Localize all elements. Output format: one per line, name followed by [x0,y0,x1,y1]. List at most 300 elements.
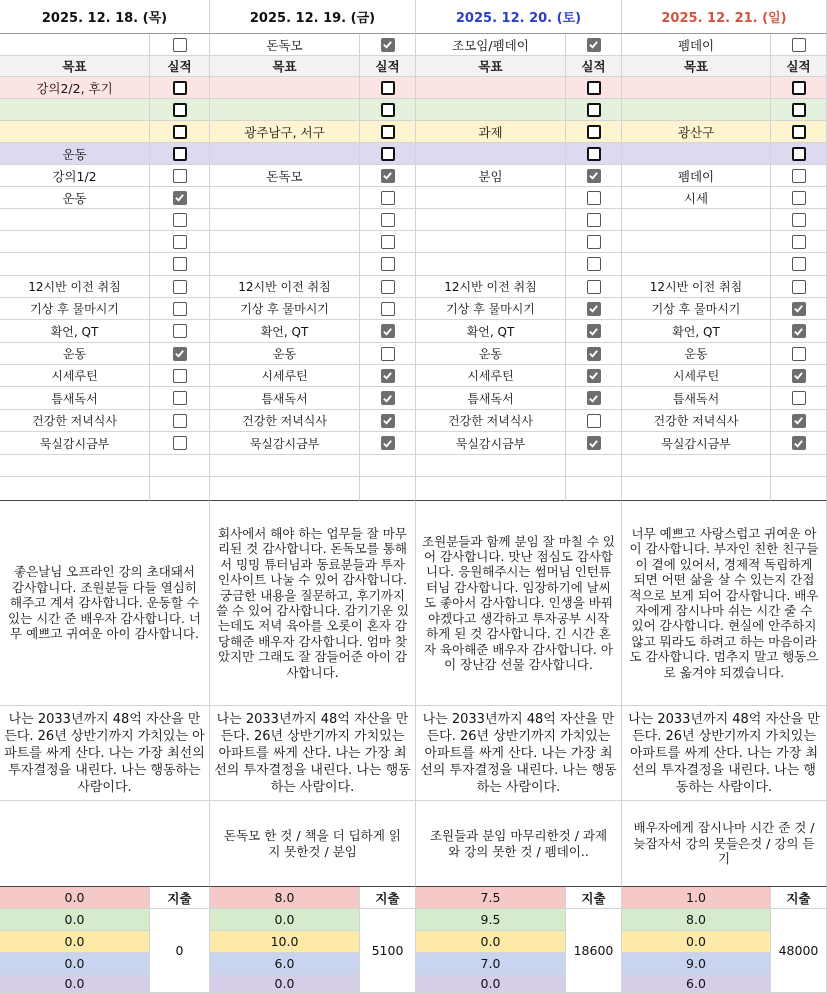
unchecked-checkbox[interactable] [381,191,395,205]
blank-cell[interactable] [771,455,827,477]
task-result[interactable] [566,209,622,231]
blank-cell[interactable] [566,477,622,501]
spend-value[interactable]: 0.0 [210,975,360,993]
checkmark-icon [793,326,804,337]
spend-value[interactable]: 0.0 [0,975,150,993]
date-header: 2025. 12. 21. (일) [622,0,827,34]
unchecked-checkbox[interactable] [173,369,187,383]
blank-cell[interactable] [0,477,150,501]
goal-header: 목표 [622,56,771,77]
checked-checkbox[interactable] [792,436,806,450]
unchecked-checkbox[interactable] [792,103,806,117]
spend-value[interactable]: 0.0 [622,931,771,953]
routine-goal: 틈새독서 [622,387,771,410]
checked-checkbox[interactable] [587,391,601,405]
checked-checkbox[interactable] [587,324,601,338]
routine-result[interactable] [566,432,622,455]
task-result[interactable] [360,209,416,231]
unchecked-checkbox[interactable] [173,436,187,450]
blank-cell[interactable] [416,477,566,501]
gratitude-journal[interactable]: 좋은날님 오프라인 강의 초대돼서 감사합니다. 조원분들 다들 열심히 해주고 계셔 감사합니다. 운동할 수 있는 시간 준 배우자 감사합니다. 너무 예쁘고 귀여운 아이 감사합니다. [0,501,210,706]
routine-goal: 시세루틴 [416,365,566,387]
task-result[interactable] [771,121,827,143]
checked-checkbox[interactable] [792,414,806,428]
routine-goal: 12시반 이전 취침 [622,276,771,298]
routine-goal: 묵실감시금부 [0,432,150,455]
task-goal[interactable] [622,99,771,121]
spend-value[interactable]: 0.0 [416,931,566,953]
routine-goal: 시세루틴 [622,365,771,387]
blank-cell[interactable] [416,455,566,477]
task-result[interactable] [360,99,416,121]
checked-checkbox[interactable] [381,369,395,383]
unchecked-checkbox[interactable] [173,414,187,428]
task-result[interactable] [566,77,622,99]
task-goal[interactable]: 펨데이 [622,165,771,187]
checkmark-icon [588,393,599,404]
task-goal[interactable] [622,209,771,231]
task-goal[interactable] [622,77,771,99]
checked-checkbox[interactable] [792,369,806,383]
routine-result[interactable] [150,298,210,320]
routine-result[interactable] [771,410,827,432]
task-result[interactable] [360,77,416,99]
task-result[interactable] [150,77,210,99]
date-header: 2025. 12. 18. (목) [0,0,210,34]
routine-goal: 운동 [416,343,566,365]
unchecked-checkbox[interactable] [792,235,806,249]
unchecked-checkbox[interactable] [381,125,395,139]
blank-cell[interactable] [150,477,210,501]
routine-result[interactable] [150,410,210,432]
task-goal[interactable] [416,143,566,165]
task-goal[interactable] [622,143,771,165]
task-goal[interactable]: 시세 [622,187,771,209]
routine-result[interactable] [566,276,622,298]
task-goal[interactable]: 돈독모 [210,165,360,187]
checked-checkbox[interactable] [381,436,395,450]
task-result[interactable] [771,99,827,121]
task-result[interactable] [150,121,210,143]
unchecked-checkbox[interactable] [792,125,806,139]
routine-result[interactable] [771,298,827,320]
task-goal[interactable] [416,253,566,276]
task-goal[interactable]: 과제 [416,121,566,143]
goal-header: 목표 [210,56,360,77]
gratitude-journal[interactable]: 조원분들과 함께 분임 잘 마칠 수 있어 감사합니다. 맛난 점심도 감사합니다. 응원해주시는 썸머님 인턴튜터님 감사합니다. 임장하기에 날씨도 좋아서 감사합니다. 인생을 바꿔야겠다고 생각하고 투자공부 시작하게 된 것 감사합니다. 긴 시간 혼자 육아해준 배우자 감사합니다. 아이 장난감 선물 감사합니다. [416,501,622,706]
reflection-text[interactable]: 배우자에게 잠시나마 시간 준 것 / 늦잠자서 강의 못들은것 / 강의 듣기 [622,801,827,887]
unchecked-checkbox[interactable] [173,213,187,227]
routine-result[interactable] [150,320,210,343]
routine-result[interactable] [566,320,622,343]
unchecked-checkbox[interactable] [381,280,395,294]
task-goal[interactable] [210,231,360,253]
goal-header: 목표 [0,56,150,77]
unchecked-checkbox[interactable] [792,391,806,405]
routine-goal: 운동 [0,343,150,365]
checked-checkbox[interactable] [173,347,187,361]
checked-checkbox[interactable] [381,391,395,405]
unchecked-checkbox[interactable] [173,324,187,338]
task-goal[interactable]: 운동 [0,143,150,165]
checked-checkbox[interactable] [381,169,395,183]
routine-goal: 묵실감시금부 [416,432,566,455]
checked-checkbox[interactable] [587,347,601,361]
spend-label: 지출 [566,887,622,909]
routine-goal: 시세루틴 [0,365,150,387]
unchecked-checkbox[interactable] [587,147,601,161]
affirmation-text[interactable]: 나는 2033년까지 48억 자산을 만든다. 26년 상반기까지 가치있는 아파트를 싸게 산다. 나는 가장 최선의 투자결정을 내린다. 나는 행동하는 사람이다. [622,706,827,801]
checked-checkbox[interactable] [381,324,395,338]
checkmark-icon [793,415,804,426]
unchecked-checkbox[interactable] [173,81,187,95]
unchecked-checkbox[interactable] [587,81,601,95]
unchecked-checkbox[interactable] [381,302,395,316]
unchecked-checkbox[interactable] [587,191,601,205]
task-goal[interactable] [622,231,771,253]
routine-result[interactable] [771,387,827,410]
event-check[interactable] [771,34,827,56]
unchecked-checkbox[interactable] [792,213,806,227]
task-goal[interactable] [210,253,360,276]
spend-value[interactable]: 6.0 [210,953,360,975]
blank-cell[interactable] [0,455,150,477]
task-result[interactable] [771,253,827,276]
gratitude-journal[interactable]: 회사에서 해야 하는 업무들 잘 마무리된 것 감사합니다. 돈독모를 통해서 밍밍 튜터님과 동료분들과 투자 인사이트 나눌 수 있어 감사합니다. 궁금한 내용을 질문하고, 후기까지 쓸 수 있어 감사합니다. 감기기운 있는데도 저녁 육아를 오롯이 혼자 감당해준 배우자 감사합니다. 엄마 찾았지만 그래도 잘 잠들어준 아이 감사합니다. [210,501,416,706]
routine-result[interactable] [771,432,827,455]
unchecked-checkbox[interactable] [792,81,806,95]
routine-result[interactable] [360,320,416,343]
spend-total[interactable]: 5100 [360,909,416,993]
date-header: 2025. 12. 20. (토) [416,0,622,34]
task-goal[interactable] [0,231,150,253]
date-header: 2025. 12. 19. (금) [210,0,416,34]
gratitude-journal[interactable]: 너무 예쁘고 사랑스럽고 귀여운 아이 감사합니다. 부자인 친한 친구들이 곁에 있어서, 경제적 독립하게 되면 어떤 삶을 살 수 있는지 간접적으로 보게 되어 감사합니다. 배우자에게 잠시나마 쉬는 시간 줄 수 있어 감사합니다. 현실에 안주하지 않고 뭐라도 하려고 하는 마음이라도 감사합니다. 멈추지 말고 행동으로 옮겨야 되겠습니다. [622,501,827,706]
unchecked-checkbox[interactable] [173,280,187,294]
affirmation-text[interactable]: 나는 2033년까지 48억 자산을 만든다. 26년 상반기까지 가치있는 아파트를 싸게 산다. 나는 가장 최선의 투자결정을 내린다. 나는 행동하는 사람이다. [210,706,416,801]
spend-value[interactable]: 0.0 [0,887,150,909]
task-result[interactable] [771,209,827,231]
checkmark-icon [382,393,393,404]
checked-checkbox[interactable] [792,324,806,338]
event-label[interactable] [0,34,150,56]
task-goal[interactable] [0,253,150,276]
task-goal[interactable] [0,209,150,231]
task-result[interactable] [360,231,416,253]
task-goal[interactable] [416,231,566,253]
reflection-text[interactable] [0,801,210,887]
spend-value[interactable]: 9.5 [416,909,566,931]
task-goal[interactable] [416,77,566,99]
routine-result[interactable] [360,365,416,387]
blank-cell[interactable] [210,455,360,477]
routine-result[interactable] [566,298,622,320]
routine-goal: 틈새독서 [416,387,566,410]
routine-result[interactable] [360,387,416,410]
unchecked-checkbox[interactable] [792,38,806,52]
routine-goal: 건강한 저녁식사 [0,410,150,432]
checked-checkbox[interactable] [587,169,601,183]
event-label[interactable]: 조모임/펨데이 [416,34,566,56]
unchecked-checkbox[interactable] [381,103,395,117]
routine-goal: 기상 후 물마시기 [622,298,771,320]
checked-checkbox[interactable] [381,414,395,428]
event-label[interactable]: 펨데이 [622,34,771,56]
unchecked-checkbox[interactable] [173,235,187,249]
task-goal[interactable] [210,99,360,121]
spend-value[interactable]: 0.0 [0,931,150,953]
routine-goal: 확언, QT [0,320,150,343]
checked-checkbox[interactable] [587,38,601,52]
task-result[interactable] [150,253,210,276]
blank-cell[interactable] [622,455,771,477]
checkmark-icon [382,170,393,181]
checked-checkbox[interactable] [381,38,395,52]
blank-cell[interactable] [150,455,210,477]
task-goal[interactable] [0,99,150,121]
spend-value[interactable]: 0.0 [0,909,150,931]
unchecked-checkbox[interactable] [173,125,187,139]
task-goal[interactable] [210,209,360,231]
event-check[interactable] [566,34,622,56]
routine-goal: 시세루틴 [210,365,360,387]
unchecked-checkbox[interactable] [792,169,806,183]
checkmark-icon [793,438,804,449]
routine-result[interactable] [360,298,416,320]
checkmark-icon [588,438,599,449]
task-goal[interactable] [622,253,771,276]
task-goal[interactable]: 강의1/2 [0,165,150,187]
spend-label: 지출 [360,887,416,909]
spend-label: 지출 [771,887,827,909]
unchecked-checkbox[interactable] [381,213,395,227]
routine-goal: 기상 후 물마시기 [210,298,360,320]
event-check[interactable] [360,34,416,56]
task-result[interactable] [360,253,416,276]
event-label[interactable]: 돈독모 [210,34,360,56]
task-result[interactable] [771,143,827,165]
task-result[interactable] [150,165,210,187]
unchecked-checkbox[interactable] [587,257,601,271]
unchecked-checkbox[interactable] [173,147,187,161]
spend-value[interactable]: 7.5 [416,887,566,909]
task-result[interactable] [150,143,210,165]
task-result[interactable] [566,253,622,276]
task-goal[interactable] [0,121,150,143]
routine-result[interactable] [360,276,416,298]
spend-value[interactable]: 7.0 [416,953,566,975]
checked-checkbox[interactable] [587,436,601,450]
routine-result[interactable] [566,365,622,387]
checked-checkbox[interactable] [587,369,601,383]
unchecked-checkbox[interactable] [792,147,806,161]
spend-total[interactable]: 48000 [771,909,827,993]
blank-cell[interactable] [566,455,622,477]
routine-result[interactable] [360,343,416,365]
reflection-text[interactable]: 돈독모 한 것 / 책을 더 딥하게 읽지 못한것 / 분임 [210,801,416,887]
task-result[interactable] [150,209,210,231]
routine-result[interactable] [360,410,416,432]
checkmark-icon [588,326,599,337]
unchecked-checkbox[interactable] [381,147,395,161]
routine-result[interactable] [771,343,827,365]
checkmark-icon [382,438,393,449]
task-result[interactable] [566,187,622,209]
routine-result[interactable] [150,365,210,387]
routine-result[interactable] [150,276,210,298]
unchecked-checkbox[interactable] [792,280,806,294]
routine-goal: 건강한 저녁식사 [622,410,771,432]
task-goal[interactable] [416,187,566,209]
checkmark-icon [174,348,185,359]
blank-cell[interactable] [622,477,771,501]
unchecked-checkbox[interactable] [587,103,601,117]
task-result[interactable] [566,231,622,253]
task-result[interactable] [360,187,416,209]
blank-cell[interactable] [360,477,416,501]
routine-goal: 운동 [622,343,771,365]
routine-goal: 12시반 이전 취침 [416,276,566,298]
task-goal[interactable]: 강의2/2, 후기 [0,77,150,99]
routine-result[interactable] [150,343,210,365]
unchecked-checkbox[interactable] [381,347,395,361]
checkmark-icon [793,370,804,381]
task-result[interactable] [566,99,622,121]
routine-result[interactable] [150,387,210,410]
routine-result[interactable] [771,276,827,298]
unchecked-checkbox[interactable] [173,302,187,316]
spend-total[interactable]: 0 [150,909,210,993]
checkmark-icon [588,348,599,359]
unchecked-checkbox[interactable] [381,257,395,271]
unchecked-checkbox[interactable] [173,38,187,52]
blank-cell[interactable] [360,455,416,477]
result-header: 실적 [150,56,210,77]
task-result[interactable] [771,231,827,253]
routine-goal: 운동 [210,343,360,365]
checkmark-icon [382,415,393,426]
unchecked-checkbox[interactable] [792,347,806,361]
task-result[interactable] [566,143,622,165]
checkmark-icon [382,370,393,381]
event-check[interactable] [150,34,210,56]
task-result[interactable] [771,187,827,209]
spend-total[interactable]: 18600 [566,909,622,993]
task-goal[interactable]: 광주남구, 서구 [210,121,360,143]
blank-cell[interactable] [771,477,827,501]
routine-goal: 건강한 저녁식사 [416,410,566,432]
task-goal[interactable]: 분임 [416,165,566,187]
spend-value[interactable]: 0.0 [416,975,566,993]
task-goal[interactable] [416,209,566,231]
result-header: 실적 [360,56,416,77]
checkmark-icon [588,303,599,314]
unchecked-checkbox[interactable] [587,414,601,428]
affirmation-text[interactable]: 나는 2033년까지 48억 자산을 만든다. 26년 상반기까지 가치있는 아파트를 싸게 산다. 나는 가장 최선의 투자결정을 내린다. 나는 행동하는 사람이다. [0,706,210,801]
routine-goal: 기상 후 물마시기 [416,298,566,320]
spend-value[interactable]: 8.0 [622,909,771,931]
task-result[interactable] [360,165,416,187]
routine-goal: 건강한 저녁식사 [210,410,360,432]
task-result[interactable] [150,231,210,253]
reflection-text[interactable]: 조원들과 분임 마무리한것 / 과제와 강의 못한 것 / 펨데이.. [416,801,622,887]
routine-goal: 틈새독서 [210,387,360,410]
goal-header: 목표 [416,56,566,77]
routine-result[interactable] [771,320,827,343]
task-result[interactable] [150,99,210,121]
task-goal[interactable] [210,77,360,99]
spend-label: 지출 [150,887,210,909]
routine-goal: 기상 후 물마시기 [0,298,150,320]
unchecked-checkbox[interactable] [792,257,806,271]
unchecked-checkbox[interactable] [173,103,187,117]
task-goal[interactable]: 광산구 [622,121,771,143]
task-result[interactable] [566,121,622,143]
unchecked-checkbox[interactable] [381,81,395,95]
unchecked-checkbox[interactable] [587,280,601,294]
task-result[interactable] [360,121,416,143]
routine-goal: 확언, QT [622,320,771,343]
spend-value[interactable]: 10.0 [210,931,360,953]
blank-cell[interactable] [210,477,360,501]
spend-value[interactable]: 1.0 [622,887,771,909]
checkmark-icon [382,326,393,337]
task-goal[interactable] [210,187,360,209]
checked-checkbox[interactable] [173,191,187,205]
unchecked-checkbox[interactable] [587,125,601,139]
task-result[interactable] [566,165,622,187]
task-result[interactable] [150,187,210,209]
spend-value[interactable]: 0.0 [0,953,150,975]
routine-result[interactable] [150,432,210,455]
unchecked-checkbox[interactable] [587,235,601,249]
checked-checkbox[interactable] [587,302,601,316]
checkmark-icon [588,170,599,181]
checkmark-icon [382,39,393,50]
spend-value[interactable]: 9.0 [622,953,771,975]
routine-goal: 틈새독서 [0,387,150,410]
routine-result[interactable] [566,387,622,410]
task-result[interactable] [360,143,416,165]
task-goal[interactable] [210,143,360,165]
unchecked-checkbox[interactable] [587,213,601,227]
routine-goal: 확언, QT [210,320,360,343]
unchecked-checkbox[interactable] [173,257,187,271]
checked-checkbox[interactable] [792,302,806,316]
unchecked-checkbox[interactable] [381,235,395,249]
checkmark-icon [174,192,185,203]
routine-goal: 확언, QT [416,320,566,343]
task-goal[interactable] [416,99,566,121]
routine-result[interactable] [360,432,416,455]
routine-goal: 묵실감시금부 [210,432,360,455]
affirmation-text[interactable]: 나는 2033년까지 48억 자산을 만든다. 26년 상반기까지 가치있는 아파트를 싸게 산다. 나는 가장 최선의 투자결정을 내린다. 나는 행동하는 사람이다. [416,706,622,801]
task-result[interactable] [771,77,827,99]
spend-value[interactable]: 6.0 [622,975,771,993]
spend-value[interactable]: 0.0 [210,909,360,931]
routine-result[interactable] [566,343,622,365]
checkmark-icon [588,39,599,50]
unchecked-checkbox[interactable] [173,169,187,183]
routine-result[interactable] [771,365,827,387]
unchecked-checkbox[interactable] [173,391,187,405]
spend-value[interactable]: 8.0 [210,887,360,909]
task-goal[interactable]: 운동 [0,187,150,209]
checkmark-icon [588,370,599,381]
unchecked-checkbox[interactable] [792,191,806,205]
routine-result[interactable] [566,410,622,432]
task-result[interactable] [771,165,827,187]
